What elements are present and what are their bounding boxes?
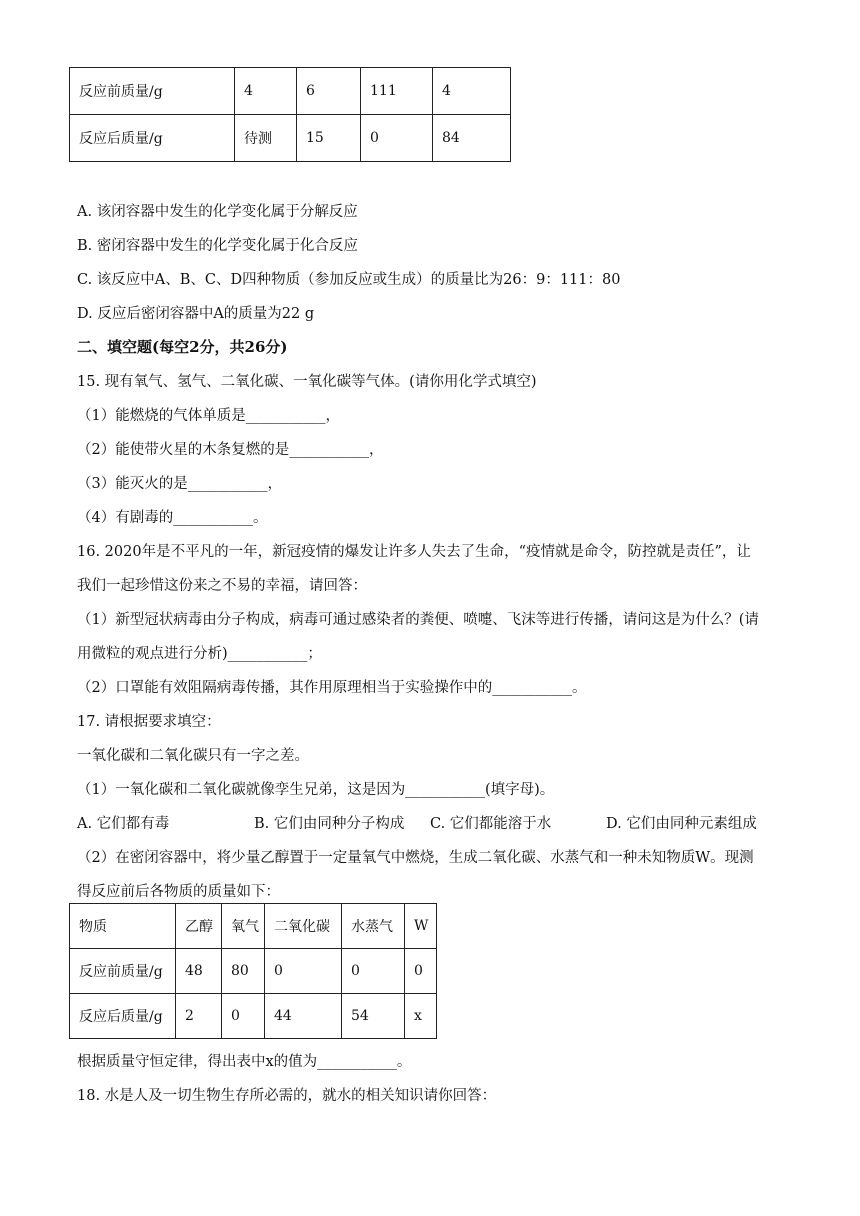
question-16-item-2: （2）口罩能有效阻隔病毒传播，其作用原理相当于实验操作中的___________。	[77, 680, 587, 696]
question-16-stem: 16. 2020年是不平凡的一年，新冠疫情的爆发让许多人失去了生命，“疫情就是命令，防控就是责任”，让	[77, 544, 751, 560]
question-15-item-4: （4）有剧毒的___________。	[77, 510, 268, 526]
table-cell: 待测	[235, 115, 297, 162]
table-cell: x	[405, 994, 437, 1039]
table-cell: 2	[176, 994, 222, 1039]
option-b: B. 密闭容器中发生的化学变化属于化合反应	[77, 238, 358, 254]
question-16-stem-cont: 我们一起珍惜这份来之不易的幸福，请回答：	[77, 578, 367, 594]
question-17-option-c: C. 它们都能溶于水	[430, 816, 552, 832]
table-cell: 54	[342, 994, 405, 1039]
section-title: 二、填空题(每空2分，共26分)	[77, 338, 288, 356]
table-row	[70, 949, 437, 994]
question-17-conclusion: 根据质量守恒定律，得出表中x的值为___________。	[77, 1054, 412, 1070]
table-row	[70, 115, 511, 162]
table-cell: 反应后质量/g	[70, 994, 176, 1039]
question-17-stem: 17. 请根据要求填空：	[77, 714, 221, 730]
table-header-cell: 乙醇	[176, 904, 222, 949]
table-cell: 反应前质量/g	[70, 949, 176, 994]
table-cell: 15	[297, 115, 361, 162]
question-17-intro: 一氧化碳和二氧化碳只有一字之差。	[77, 748, 309, 764]
table-cell: 0	[342, 949, 405, 994]
table-header-cell: 物质	[70, 904, 176, 949]
mass-table-2	[69, 903, 437, 1039]
table-header-cell: 二氧化碳	[265, 904, 342, 949]
table-cell: 4	[235, 68, 297, 115]
table-header-cell: 氧气	[222, 904, 265, 949]
question-17-option-b: B. 它们由同种分子构成	[254, 816, 405, 832]
question-17-option-a: A. 它们都有毒	[77, 816, 170, 832]
question-16-item-1: （1）新型冠状病毒由分子构成，病毒可通过感染者的粪便、喷嚏、飞沫等进行传播，请问这是为什么？(请	[77, 612, 759, 628]
question-15-stem: 15. 现有氧气、氢气、二氧化碳、一氧化碳等气体。(请你用化学式填空)	[77, 374, 537, 390]
question-17-item-1: （1）一氧化碳和二氧化碳就像孪生兄弟，这是因为___________(填字母)。	[77, 782, 555, 798]
table-header-row	[70, 904, 437, 949]
question-17-item-2: （2）在密闭容器中，将少量乙醇置于一定量氧气中燃烧，生成二氧化碳、水蒸气和一种未知物质W。现测	[77, 850, 754, 866]
question-15-item-1: （1）能燃烧的气体单质是___________，	[77, 408, 340, 424]
table-cell: 6	[297, 68, 361, 115]
table-cell: 111	[361, 68, 433, 115]
table-cell: 0	[405, 949, 437, 994]
table-cell: 反应前质量/g	[70, 68, 235, 115]
table-header-cell: 水蒸气	[342, 904, 405, 949]
option-c: C. 该反应中A、B、C、D四种物质（参加反应或生成）的质量比为26：9：111：80	[77, 272, 621, 288]
question-16-item-1-cont: 用微粒的观点进行分析)___________；	[77, 646, 322, 662]
table-cell: 0	[265, 949, 342, 994]
table-header-cell: W	[405, 904, 437, 949]
question-15-item-3: （3）能灭火的是___________，	[77, 476, 282, 492]
table-row	[70, 994, 437, 1039]
table-cell: 84	[433, 115, 511, 162]
option-a: A. 该闭容器中发生的化学变化属于分解反应	[77, 204, 358, 220]
table-cell: 反应后质量/g	[70, 115, 235, 162]
question-15-item-2: （2）能使带火星的木条复燃的是___________，	[77, 442, 384, 458]
table-cell: 44	[265, 994, 342, 1039]
table-cell: 80	[222, 949, 265, 994]
table-cell: 48	[176, 949, 222, 994]
table-row	[70, 68, 511, 115]
mass-table-1	[69, 67, 511, 162]
table-cell: 0	[222, 994, 265, 1039]
question-18-stem: 18. 水是人及一切生物生存所必需的，就水的相关知识请你回答：	[77, 1088, 497, 1104]
option-d: D. 反应后密闭容器中A的质量为22 g	[77, 306, 315, 322]
table-cell: 0	[361, 115, 433, 162]
table-cell: 4	[433, 68, 511, 115]
question-17-option-d: D. 它们由同种元素组成	[606, 816, 757, 832]
question-17-item-2-cont: 得反应前后各物质的质量如下：	[77, 884, 280, 900]
